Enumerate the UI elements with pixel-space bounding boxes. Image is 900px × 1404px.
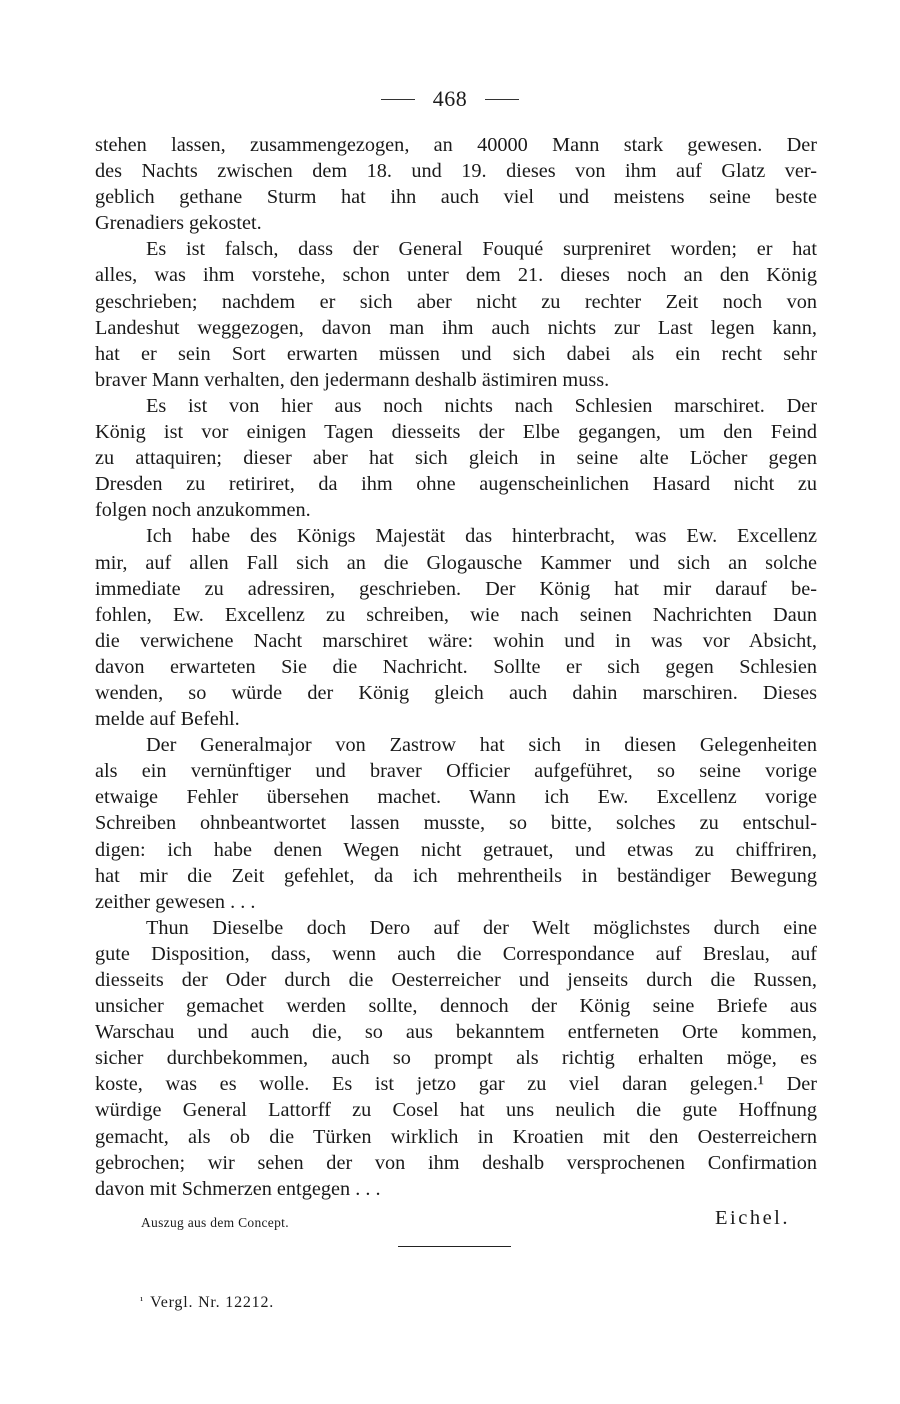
text-line: digen: ich habe denen Wegen nicht getrauet, und etwas zu chiffriren, xyxy=(95,838,817,861)
signature: Eichel. xyxy=(715,1207,790,1229)
text-line: geblich gethane Sturm hat ihn auch viel und meistens seine beste xyxy=(95,186,817,209)
footnote-mark: ¹ xyxy=(140,1295,145,1307)
text-line: geschrieben; nachdem er sich aber nicht zu rechter Zeit noch von xyxy=(95,290,817,313)
letter-body xyxy=(95,132,817,1202)
text-line: davon mit Schmerzen entgegen . . . xyxy=(95,1177,381,1200)
text-line: sicher durchbekommen, auch so prompt als richtig erhalten möge, es xyxy=(95,1047,817,1070)
text-line: als ein vernünftiger und braver Officier aufgeführet, so seine vorige xyxy=(95,760,817,783)
footnote xyxy=(140,1294,274,1312)
text-line: Schreiben ohnbeantwortet lassen musste, so bitte, solches zu entschul- xyxy=(95,812,817,835)
text-line: zeither gewesen . . . xyxy=(95,890,256,913)
footnote-text: Vergl. Nr. 12212. xyxy=(150,1294,275,1311)
text-line: unsicher gemachet werden sollte, dennoch der König seine Briefe aus xyxy=(95,995,817,1018)
text-line: diesseits der Oder durch die Oesterreicher und jenseits durch die Russen, xyxy=(95,969,817,991)
text-line: hat mir die Zeit gefehlet, da ich mehrentheils in beständiger Bewegung xyxy=(95,864,817,887)
text-line: alles, was ihm vorstehe, schon unter dem 21. dieses noch an den König xyxy=(95,264,817,287)
closing-row xyxy=(95,1205,817,1235)
text-line: folgen noch anzukommen. xyxy=(95,499,311,522)
footnote-separator xyxy=(398,1246,511,1247)
text-line: die verwichene Nacht marschiret wäre: wohin und in was vor Absicht, xyxy=(95,629,817,652)
text-line: König ist vor einigen Tagen diesseits der Elbe gegangen, um den Feind xyxy=(95,421,817,444)
text-line: hat er sein Sort erwarten müssen und sich dabei als ein recht sehr xyxy=(95,342,817,365)
text-line: Es ist falsch, dass der General Fouqué surpreniret worden; er hat xyxy=(146,238,817,261)
text-line: stehen lassen, zusammengezogen, an 40000 Mann stark gewesen. Der xyxy=(95,134,817,156)
text-line: mir, auf allen Fall sich an die Glogausche Kammer und sich an solche xyxy=(95,551,817,574)
text-line: etwaige Fehler übersehen machet. Wann ich Ew. Excellenz vorige xyxy=(95,786,817,809)
text-line: fohlen, Ew. Excellenz zu schreiben, wie nach seinen Nachrichten Daun xyxy=(95,603,817,626)
page-header xyxy=(0,84,900,114)
text-line: braver Mann verhalten, den jedermann deshalb ästimiren muss. xyxy=(95,368,610,391)
text-line: des Nachts zwischen dem 18. und 19. dieses von ihm auf Glatz ver- xyxy=(95,160,817,183)
text-line: Landeshut weggezogen, davon man ihm auch nichts zur Last legen kann, xyxy=(95,316,817,339)
text-line: wenden, so würde der König gleich auch dahin marschiren. Dieses xyxy=(95,681,817,704)
text-line: Grenadiers gekostet. xyxy=(95,212,262,235)
text-line: gemacht, als ob die Türken wirklich in Kroatien mit den Oesterreichern xyxy=(95,1125,817,1148)
text-line: gebrochen; wir sehen der von ihm deshalb versprochenen Confirmation xyxy=(95,1151,817,1174)
text-line: koste, was es wolle. Es ist jetzo gar zu viel daran gelegen.¹ Der xyxy=(95,1073,817,1096)
text-line: immediate zu adressiren, geschrieben. Der König hat mir darauf be- xyxy=(95,577,817,600)
text-line: würdige General Lattorff zu Cosel hat uns neulich die gute Hoffnung xyxy=(95,1099,817,1122)
source-note: Auszug aus dem Concept. xyxy=(141,1215,289,1230)
text-line: Der Generalmajor von Zastrow hat sich in diesen Gelegenheiten xyxy=(146,734,817,757)
header-dash-right xyxy=(485,99,519,100)
text-line: gute Disposition, dass, wenn auch die Correspondance auf Breslau, auf xyxy=(95,942,817,965)
text-line: Ich habe des Königs Majestät das hinterbracht, was Ew. Excellenz xyxy=(146,525,817,548)
page-number: 468 xyxy=(432,86,468,111)
text-line: Warschau und auch die, so aus bekanntem entferneten Orte kommen, xyxy=(95,1021,817,1044)
text-line: zu attaquiren; dieser aber hat sich gleich in seine alte Löcher gegen xyxy=(95,447,817,470)
text-line: Es ist von hier aus noch nichts nach Schlesien marschiret. Der xyxy=(146,394,817,417)
text-line: davon erwarteten Sie die Nachricht. Sollte er sich gegen Schlesien xyxy=(95,655,817,678)
text-line: melde auf Befehl. xyxy=(95,708,240,731)
text-line: Thun Dieselbe doch Dero auf der Welt möglichstes durch eine xyxy=(146,916,817,939)
header-dash-left xyxy=(381,99,415,100)
text-line: Dresden zu retiriret, da ihm ohne augenscheinlichen Hasard nicht zu xyxy=(95,473,817,496)
